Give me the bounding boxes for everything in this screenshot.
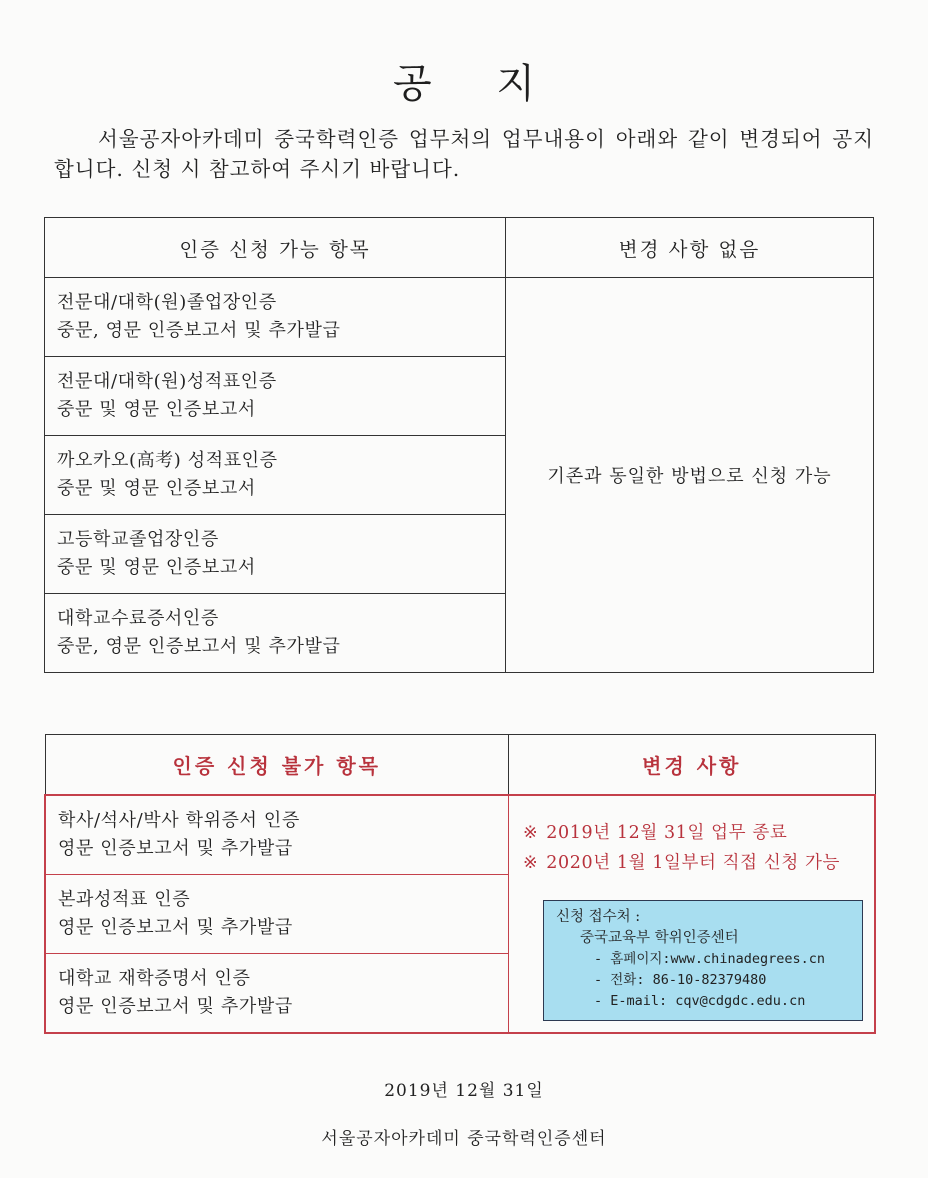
item-title: 까오카오(高考) 성적표인증 xyxy=(57,450,278,471)
table-header-row xyxy=(45,218,874,278)
item-detail: 영문 인증보고서 및 추가발급 xyxy=(58,838,293,859)
item-title: 전문대/대학(원)성적표인증 xyxy=(57,371,277,392)
available-header: 인증 신청 가능 항목 xyxy=(45,218,506,278)
unavailable-items-table xyxy=(44,734,876,1034)
reference-mark-icon: ※ xyxy=(523,853,539,873)
unavailable-item xyxy=(45,875,509,954)
item-title: 학사/석사/박사 학위증서 인증 xyxy=(58,810,300,831)
change-line-direct xyxy=(523,848,874,878)
change-text: 2019년 12월 31일 업무 종료 xyxy=(546,823,788,843)
contact-homepage: - 홈페이지:www.chinadegrees.cn xyxy=(594,951,825,967)
no-change-header: 변경 사항 없음 xyxy=(506,218,874,278)
contact-org: 중국교육부 학위인증센터 xyxy=(580,930,739,946)
contact-phone: - 전화: 86-10-82379480 xyxy=(594,972,767,988)
item-detail: 영문 인증보고서 및 추가발급 xyxy=(58,996,293,1017)
changes-header: 변경 사항 xyxy=(509,735,876,796)
table-row xyxy=(45,278,874,357)
item-title: 본과성적표 인증 xyxy=(58,889,191,910)
item-detail: 중문, 영문 인증보고서 및 추가발급 xyxy=(57,320,341,341)
reference-mark-icon: ※ xyxy=(523,823,539,843)
unavailable-item xyxy=(45,954,509,1034)
contact-label: 신청 접수처 : xyxy=(556,909,641,925)
item-detail: 중문 및 영문 인증보고서 xyxy=(57,478,256,499)
item-title: 대학교 재학증명서 인증 xyxy=(58,968,251,989)
notice-date: 2019년 12월 31일 xyxy=(384,1081,544,1101)
available-item xyxy=(45,594,506,673)
available-item xyxy=(45,357,506,436)
item-title: 고등학교졸업장인증 xyxy=(57,529,219,550)
contact-box xyxy=(543,900,863,1021)
item-detail: 영문 인증보고서 및 추가발급 xyxy=(58,917,293,938)
item-title: 대학교수료증서인증 xyxy=(57,608,219,629)
item-detail: 중문 및 영문 인증보고서 xyxy=(57,399,256,420)
table-header-row xyxy=(45,735,875,796)
unavailable-header: 인증 신청 불가 항목 xyxy=(45,735,509,796)
item-title: 전문대/대학(원)졸업장인증 xyxy=(57,292,277,313)
notice-title: 공 지 xyxy=(393,61,561,107)
item-detail: 중문 및 영문 인증보고서 xyxy=(57,557,256,578)
available-items-table xyxy=(44,217,874,673)
intro-paragraph: 서울공자아카데미 중국학력인증 업무처의 업무내용이 아래와 같이 변경되어 공지합니다. 신청 시 참고하여 주시기 바랍니다. xyxy=(54,127,874,181)
change-line-end xyxy=(523,818,874,848)
change-text: 2020년 1월 1일부터 직접 신청 가능 xyxy=(546,853,841,873)
issuing-organization: 서울공자아카데미 중국학력인증센터 xyxy=(321,1129,607,1149)
available-item xyxy=(45,278,506,357)
same-method-note: 기존과 동일한 방법으로 신청 가능 xyxy=(506,278,874,673)
available-item xyxy=(45,515,506,594)
unavailable-item xyxy=(45,795,509,875)
item-detail: 중문, 영문 인증보고서 및 추가발급 xyxy=(57,636,341,657)
change-details xyxy=(509,795,876,1033)
contact-email: - E-mail: cqv@cdgdc.edu.cn xyxy=(594,993,806,1009)
table-row xyxy=(45,795,875,875)
available-item xyxy=(45,436,506,515)
